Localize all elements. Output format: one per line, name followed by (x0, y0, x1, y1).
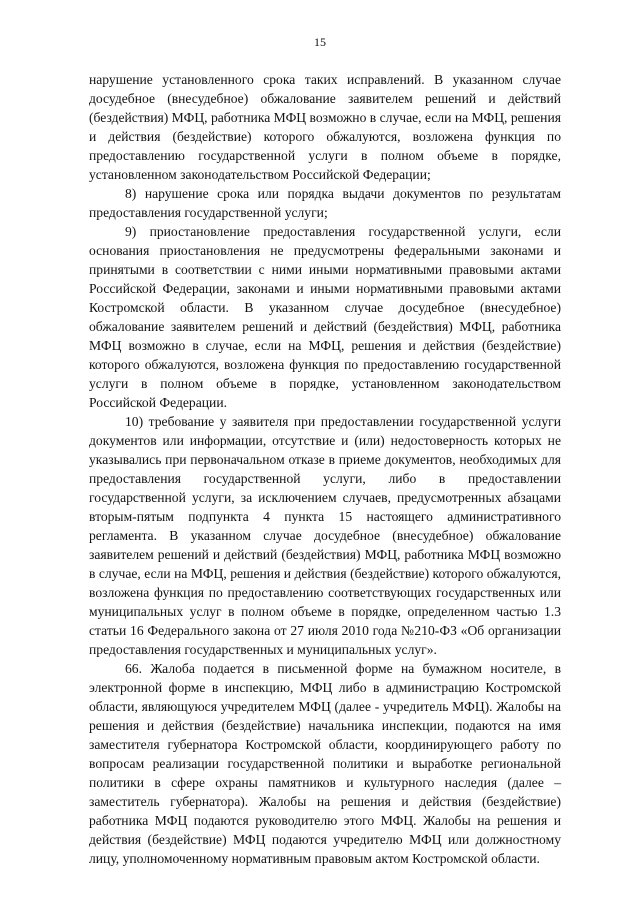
paragraph-item-8: 8) нарушение срока или порядка выдачи документов по результатам предоставления государственной услуги; (89, 186, 561, 220)
paragraph-continuation: нарушение установленного срока таких исправлений. В указанном случае досудебное (внесудебное) обжалование заявителем решений и действий (бездействия) МФЦ, работника МФЦ возможно в случае, если на МФЦ, решения и действия (бездействие) которого обжалуются, возложена функция по предоставлению государственной услуги в полном объеме в порядке, установленном законодательством Российской Федерации; (89, 72, 561, 182)
paragraph-item-9: 9) приостановление предоставления государственной услуги, если основания приостановления не предусмотрены федеральными законами и принятыми в соответствии с ними иными нормативными правовыми актами Российской Федерации, законами и иными нормативными правовыми актами Костромской области. В указанном случае досудебное (внесудебное) обжалование заявителем решений и действий (бездействия) МФЦ, работника МФЦ возможно в случае, если на МФЦ, решения и действия (бездействие) которого обжалуются, возложена функция по предоставлению государственной услуги в полном объеме в порядке, установленном законодательством Российской Федерации. (89, 224, 561, 410)
document-body (89, 70, 561, 868)
page-number: 15 (314, 35, 326, 49)
paragraph-item-10: 10) требование у заявителя при предоставлении государственной услуги документов или информации, отсутствие и (или) недостоверность которых не указывались при первоначальном отказе в приеме документов, необходимых для предоставления государственной услуги, либо в предоставлении государственной услуги, за исключением случаев, предусмотренных абзацами вторым-пятым подпункта 4 пункта 15 настоящего административного регламента. В указанном случае досудебное (внесудебное) обжалование заявителем решений и действий (бездействия) МФЦ, работника МФЦ возможно в случае, если на МФЦ, решения и действия (бездействие) которого обжалуются, возложена функция по предоставлению соответствующих государственных или муниципальных услуг в полном объеме в порядке, определенном частью 1.3 статьи 16 Федерального закона от 27 июля 2010 года №210-ФЗ «Об организации предоставления государственных и муниципальных услуг». (89, 414, 561, 657)
paragraph-66: 66. Жалоба подается в письменной форме на бумажном носителе, в электронной форме в инспекцию, МФЦ либо в администрацию Костромской области, являющуюся учредителем МФЦ (далее - учредитель МФЦ). Жалобы на решения и действия (бездействие) начальника инспекции, подаются на имя заместителя губернатора Костромской области, координирующего работу по вопросам реализации государственной политики и выработке региональной политики в сфере охраны памятников и культурного наследия (далее – заместитель губернатора). Жалобы на решения и действия (бездействие) работника МФЦ подаются руководителю этого МФЦ. Жалобы на решения и действия (бездействие) МФЦ подаются учредителю МФЦ или должностному лицу, уполномоченному нормативным правовым актом Костромской области. (89, 661, 561, 866)
